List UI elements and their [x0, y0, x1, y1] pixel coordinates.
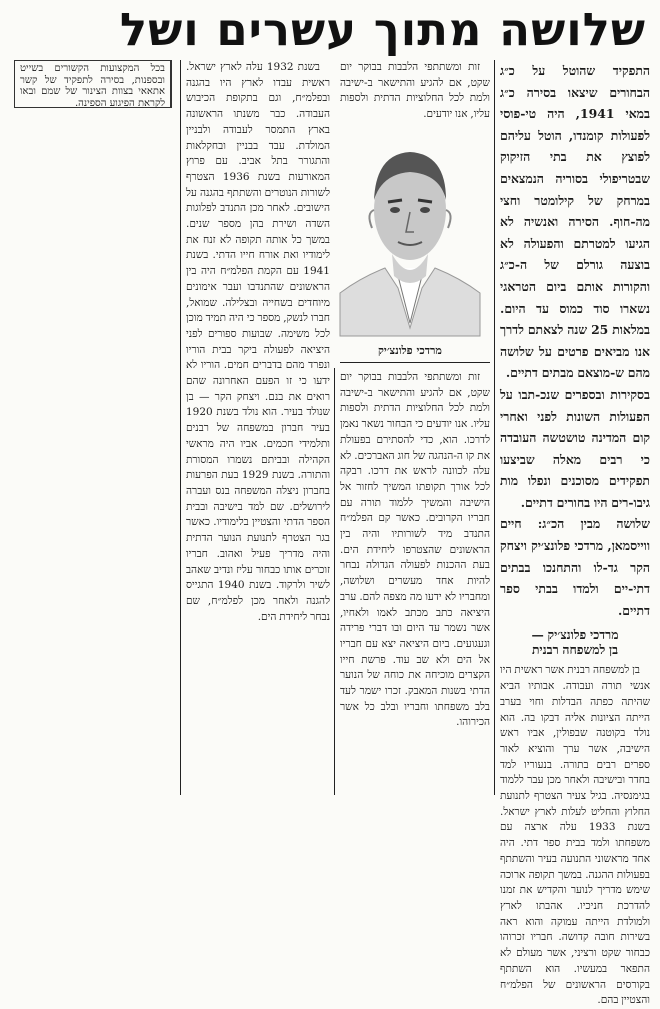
photo-caption: מרדכי פלונצ׳יק [378, 344, 442, 357]
clipping-text: בכל המקצועות הקשורים בשייט ובספנות, בסירה לתפקיד של קשר אתאאי בצוות הצינור של שמם ובאו לקראת הפיגוע הספינה. [20, 63, 165, 109]
column-1 [500, 60, 650, 1007]
body-paragraph: בסקירות ובספרים שנכ-תבו על הפעולות השונות לפני ואחרי קום המדינה טושטשה העובדה כי רבים מאלה שביצעו תפקידים מסוכנים ונפלו מות גיבו-רים היו בחורים דתיים. [500, 386, 650, 510]
portrait-image [340, 118, 480, 336]
headline: שלושה מתוך עשרים ושל [119, 3, 646, 56]
column-rule [494, 60, 495, 795]
subheading [500, 627, 650, 657]
lead-paragraph: התפקיד שהוטל על כ״ג הבחורים שיצאו בסירה כ״ג במאי 1941, היה טי-פוסי לפעולות קומנדו, הוטל עליהם לפוצץ את בתי הזיקוק שבטריפולי בסוריה הנמצאים במרחק של קילומטר וחצי מה-חוף. הסירה ואנשיה לא הגיעו למטרתם והפעולה לא בוצעה גורלם של ה-כ״ג והקורות אותם ביום הטראגי נשארו סוד כמוס עד היום. במלאות 25 שנה לצאתם לדרך אנו מביאים פרטים על שלושה מהם ש-מוצאם מבתים דתיים. [500, 63, 650, 381]
subheading-line-2: בן למשפחה רבנית [531, 642, 619, 658]
body-paragraph: בשנת 1932 עלה לארץ ישראל. ראשית עבדו לארץ היו בהגנה ובפלמ״ח, וגם בתקופת הכיבוש העבודה. כבר משנתו הראשונה בארץ התמסר לעבודה ולבניין המולדת. עבד בבניין ובחקלאות והתגורר בתל אביב. עם פרוץ המאורעות בשנת 1936 הצטרף לשורות הנוטרים והשתתף בהגנה על הישובים. לאחר מכן התנדב לפלוגות השדה ושירת בהן מספר שנים. במשך כל אותה תקופה לא זנח את לימודיו ואת אורח חייו הדתי. בשנת 1941 עם הקמת הפלמ״ח היה בין הראשונים שהתנדבו ועבר אימונים מיוחדים בשחייה ובצלילה. שמואל, חברו לנשק, מספר כי היה תמיד מוכן לכל משימה. שבועות ספורים לפני היציאה לפעולה ביקר בבית הוריו ונפרד מהם בדברים חמים. הוריו לא ידעו כי זו הפעם האחרונה שהם רואים את בנם. ויצחק הקר — בן שנולד בעיר. הוא נולד בשנת 1920 בעיר חברון במשפחה של רבנים ותלמידי חכמים. אביו היה מראשי הקהילה ובביתם נשמרו המסורת והתורה. בשנת 1929 בעת הפרעות בחברון ניצלה המשפחה בנס ועברה לירושלים. שם למד בישיבה ובבית הספר הדתי והצטיין בלימודיו. כאשר בגר הצטרף לתנועת הנוער הדתית והיה מדריך פעיל ואהוב. חבריו זוכרים אותו כבחור עליז ונדיב שאהב לשיר ולרקוד. בשנת 1940 התגייס להגנה ולאחר מכן לפלמ״ח, שם נבחר ליחידת הים. [186, 61, 331, 623]
column-rule [334, 368, 335, 795]
column-rule [180, 60, 181, 795]
portrait-photo [340, 118, 480, 336]
body-paragraph: בן למשפחה רבנית אשר ראשית היו אנשי תורה ועבודה. אבותיו הביא שהיתה כפתה הבדלות וחוי בערב הייתה הציונות אליה דבקו בה. הוא נולד בקוטנה שבפולין, אביו ראש הישיבה, אשר ערך והוציא לאור ספרים רבים בתורה. בנעוריו למד בחדר ובישיבה ולאחר מכן עבר ללמוד בגימנסיה. בגיל צעיר הצטרף לתנועת החלוץ והחליט לעלות לארץ ישראל. בשנת 1933 עלה ארצה עם משפחתו ולמד בבית ספר דתי. היה אחד מראשוני התנועה בעיר והשתתף בפעולות ההגנה. במשך תקופה ארוכה שימש מדריך לנוער והקדיש את זמנו להדרכת חניכיו. אהבתו לארץ ולמולדת הייתה עמוקה והוא ראה בשירות חובה קדושה. חבריו זכרוהו כבחור שקט ורציני, אשר מעולם לא התפאר במעשיו. הוא השתתף בקורסים הראשונים של הפלמ״ח והצטיין בהם. [500, 664, 650, 1007]
body-paragraph: זות ומשתתפי הלבבות בבוקר יום שקט, אם להגיע והתישאר ב-ישיבה ולמת לכל החלוציות הדתית ולספות עליו, אנו יודעים. [340, 61, 490, 121]
clipping-box [14, 60, 172, 108]
body-paragraph: זות ומשתתפי הלבבות בבוקר יום שקט, אם להגיע והתישאר ב-ישיבה ולמת לכל החלוציות הדתית ולספות עליו. אנו יודעים כי הבחור נשאר נאמן לדרכו. הוא, כדי להסתירם בפעולת את קו ה-הנהגה של חוג האברכים. לא עלה לכוונה לראש את דרכו. רבקה לכל אורך תקופתו המשיך לחזור אל הישיבה והמשיך ללמוד תורה עם חבריו הקרובים. כאשר קם הפלמ״ח התנדב מיד לשורותיו והיה בין הראשונים שהצטרפו ליחידת הים. בעת ההכנות לפעולה הגדולה נבחר להיות אחד מעשרים ושלושה, ומחבריו לא ידעו מה מצפה להם. ערב היציאה כתב מכתב לאמו ולאחיו, אשר נשמר עד היום ובו דברי פרידה וגעגועים. ביום היציאה יצא עם חבריו אל הים ולא שב עוד. פרשת חייו הקצרים מוכיחה את כוחה של הנוער הדתי בשנות המאבק. זכרו ישמר לעד בלב משפחתו וחבריו ובלב כל אשר הכירוהו. [340, 371, 490, 729]
column-2 [340, 370, 490, 795]
horizontal-rule [340, 362, 490, 363]
column-3 [340, 60, 490, 121]
column-4 [186, 60, 330, 795]
body-paragraph: שלושה מבין הכ״ג: חיים ווייסמאן, מרדכי פלונצ׳יק ויצחק הקר גד-לו והתחנכו בבתים דתי-יים ולמדו בבתי ספר דתיים. [500, 516, 650, 618]
subheading-line-1: מרדכי פלונצ׳יק — [531, 627, 619, 643]
